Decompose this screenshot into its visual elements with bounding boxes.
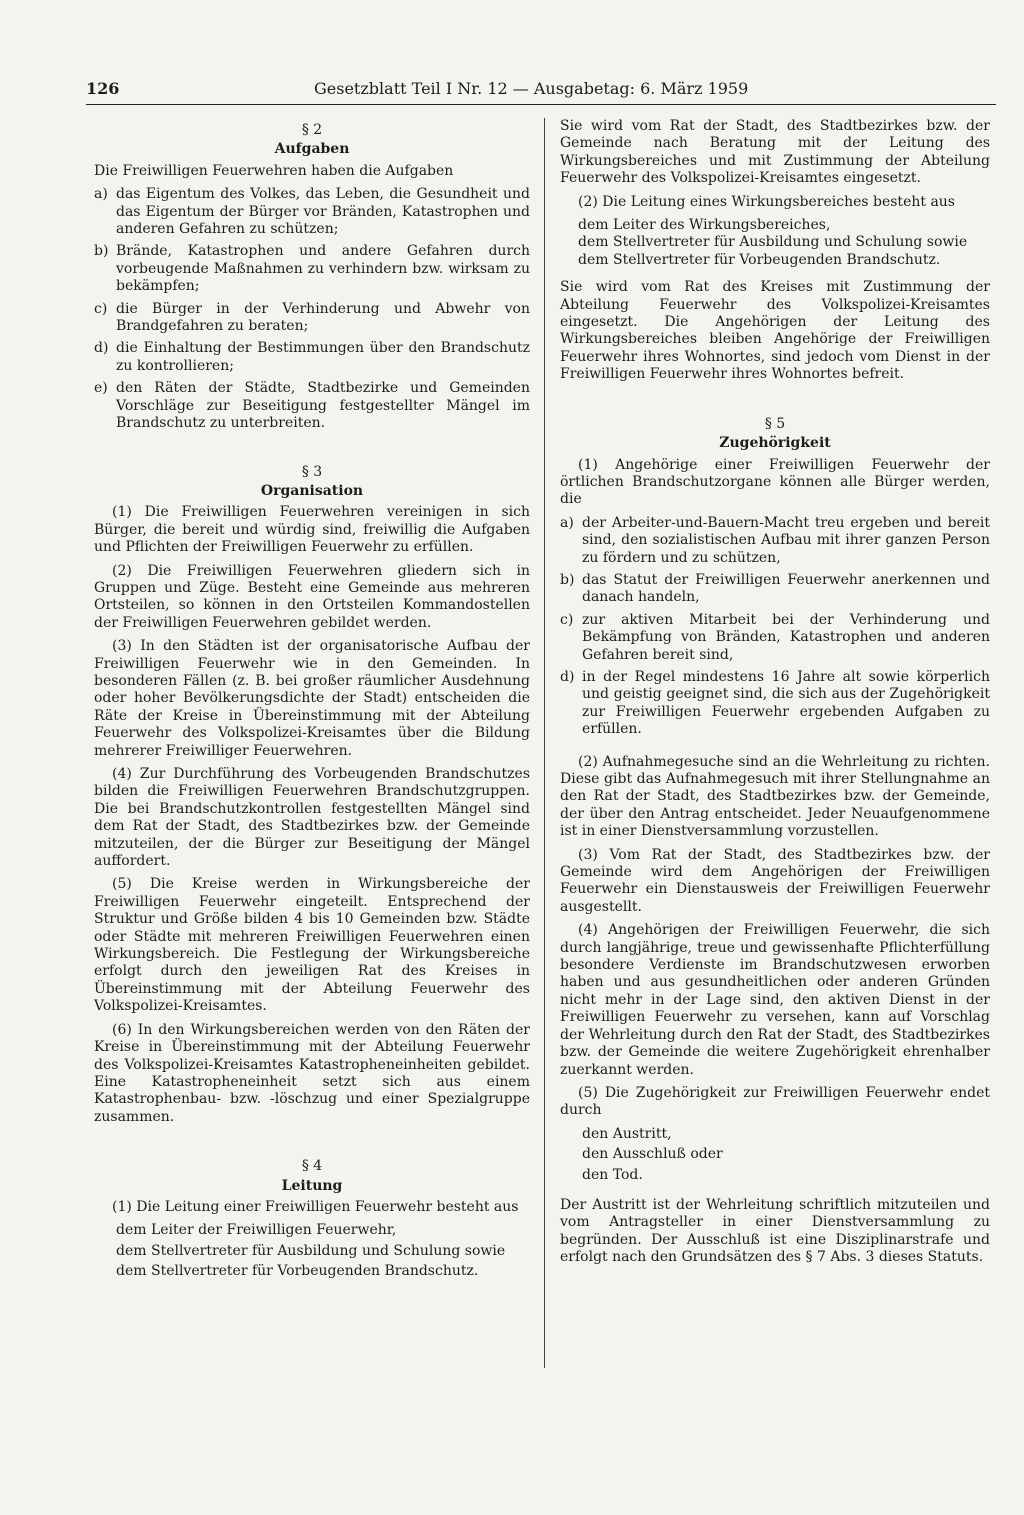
- spacer: [94, 1132, 530, 1154]
- paragraph: (2) Die Leitung eines Wirkungsbereiches besteht aus: [578, 193, 955, 210]
- list-label: b): [560, 571, 575, 588]
- list-label: b): [94, 243, 109, 260]
- list-text: das Statut der Freiwilligen Feuerwehr anerkennen und danach handeln,: [582, 571, 990, 606]
- column-divider: [544, 118, 545, 1368]
- list-text: den Räten der Städte, Stadtbezirke und Gemeinden Vorschläge zur Beseitigung festgestellter Mängel im Brandschutz zu unterbreiten.: [116, 380, 530, 432]
- list-text: zur aktiven Mitarbeit bei der Verhinderung und Bekämpfung von Bränden, Katastrophen und anderen Gefahren bereit sind,: [582, 611, 990, 663]
- sub-line: den Austritt,: [582, 1125, 672, 1142]
- sub-line: dem Leiter des Wirkungsbereiches,: [578, 217, 831, 234]
- spacer: [560, 1187, 990, 1197]
- section-4-title: Leitung: [281, 1177, 343, 1194]
- section-2-intro: Die Freiwilligen Feuerwehren haben die Aufgaben: [94, 162, 454, 179]
- paragraph: Der Austritt ist der Wehrleitung schriftlich mitzuteilen und vom Antragsteller in einer Dienstversammlung zu begründen. Der Ausschluß ist eine Disziplinarstrafe und erfolgt nach den Grundsätzen des § 7 Abs. 3 dieses Statuts.: [560, 1196, 990, 1266]
- spacer: [94, 438, 530, 460]
- paragraph: (1) Die Freiwilligen Feuerwehren vereinigen in sich Bürger, die bereit und würdig sind, freiwillig die Aufgaben und Pflichten der Freiwilligen Feuerwehr zu erfüllen.: [94, 504, 530, 556]
- list-item: [94, 301, 530, 336]
- list-item: [560, 572, 990, 607]
- spacer: [560, 744, 990, 754]
- sub-line: dem Stellvertreter für Ausbildung und Schulung sowie: [116, 1242, 506, 1259]
- sub-line: dem Leiter der Freiwilligen Feuerwehr,: [116, 1222, 397, 1239]
- spacer: [560, 390, 990, 412]
- right-column: [560, 118, 990, 1273]
- list-label: e): [94, 380, 108, 397]
- sub-line: den Ausschluß oder: [582, 1146, 723, 1163]
- sub-line: dem Stellvertreter für Vorbeugenden Brandschutz.: [578, 251, 941, 268]
- page-number: 126: [86, 79, 120, 98]
- paragraph: (4) Zur Durchführung des Vorbeugenden Brandschutzes bilden die Freiwilligen Feuerwehren Brandschutzgruppen. Die bei Brandschutzkontrollen festgestellten Mängel sind dem Rat der Stadt, des Stadtbezirkes bzw. der Gemeinde mitzuteilen, der die Bürger zur Beseitigung der Mängel auffordert.: [94, 766, 530, 870]
- list-text: Brände, Katastrophen und andere Gefahren durch vorbeugende Maßnahmen zu verhindern bzw. wirksam zu bekämpfen;: [116, 243, 530, 295]
- section-2-title: Aufgaben: [274, 141, 350, 158]
- paragraph: Sie wird vom Rat der Stadt, des Stadtbezirkes bzw. der Gemeinde nach Beratung mit der Leitung des Wirkungsbereiches und mit Zustimmung der Abteilung Feuerwehr des Volkspolizei-Kreisamtes eingesetzt.: [560, 118, 990, 187]
- list-label: c): [560, 611, 574, 628]
- list-label: c): [94, 300, 108, 317]
- paragraph: (4) Angehörigen der Freiwilligen Feuerwehr, die sich durch langjährige, treue und gewissenhafte Pflichterfüllung besondere Verdienste im Brandschutzwesen erworben haben und aus gesundheitlichen oder anderen Gründen nicht mehr in der Lage sind, den aktiven Dienst in der Freiwilligen Feuerwehr zu versehen, kann auf Vorschlag der Wehrleitung durch den Rat der Stadt, des Stadtbezirkes bzw. der Gemeinde die weitere Zugehörigkeit ehrenhalber zuerkannt werden.: [560, 922, 990, 1078]
- list-item: [94, 380, 530, 432]
- paragraph: (1) Angehörige einer Freiwilligen Feuerwehr der örtlichen Brandschutzorgane können alle Bürger werden, die: [560, 456, 990, 508]
- list-label: a): [94, 186, 108, 203]
- list-item: [94, 243, 530, 295]
- section-2-number: § 2: [301, 122, 323, 138]
- list-text: in der Regel mindestens 16 Jahre alt sowie körperlich und geistig geeignet sind, die sich aus der Zugehörigkeit zur Freiwilligen Feuerwehr ergebenden Aufgaben zu erfüllen.: [582, 668, 990, 738]
- list-item: [94, 340, 530, 375]
- sub-line: dem Stellvertreter für Ausbildung und Schulung sowie: [578, 234, 968, 251]
- section-3-title: Organisation: [260, 482, 364, 499]
- list-text: die Bürger in der Verhinderung und Abwehr von Brandgefahren zu beraten;: [116, 300, 530, 335]
- section-5-number: § 5: [764, 415, 786, 432]
- list-label: a): [560, 514, 574, 531]
- list-item: [560, 515, 990, 567]
- header-rule: [86, 104, 996, 105]
- list-item: [560, 669, 990, 739]
- sub-line: dem Stellvertreter für Vorbeugenden Brandschutz.: [116, 1263, 479, 1280]
- section-3-number: § 3: [301, 463, 323, 480]
- list-item: [94, 186, 530, 238]
- list-label: d): [94, 340, 109, 357]
- paragraph: (5) Die Zugehörigkeit zur Freiwilligen Feuerwehr endet durch: [560, 1084, 990, 1119]
- list-text: das Eigentum des Volkes, das Leben, die Gesundheit und das Eigentum der Bürger vor Bränden, Katastrophen und anderen Gefahren zu schützen;: [116, 186, 530, 238]
- left-column: [94, 118, 530, 1284]
- paragraph: (3) In den Städten ist der organisatorische Aufbau der Freiwilligen Feuerwehr wie in den Gemeinden. In besonderen Fällen (z. B. bei großer räumlicher Ausdehnung oder hoher Bevölkerungsdichte der Stadt) entscheiden die Räte der Kreise in Übereinstimmung mit der Abteilung Feuerwehr des Volkspolizei-Kreisamtes über die Bildung mehrerer Freiwilliger Feuerwehren.: [94, 638, 530, 759]
- section-4-number: § 4: [301, 1158, 323, 1175]
- gazette-title: Gesetzblatt Teil I Nr. 12 — Ausgabetag: 6. März 1959: [314, 79, 749, 98]
- paragraph: (2) Aufnahmegesuche sind an die Wehrleitung zu richten. Diese gibt das Aufnahmegesuch mit ihrer Stellungnahme an den Rat der Stadt, des Stadtbezirkes bzw. der Gemeinde, der über den Antrag entscheidet. Jeder Neuaufgenommene ist in einer Dienstversammlung vorzustellen.: [560, 753, 990, 840]
- paragraph: (2) Die Freiwilligen Feuerwehren gliedern sich in Gruppen und Züge. Besteht eine Gemeinde aus mehreren Ortsteilen, so können in den Ortsteilen Kommandostellen der Freiwilligen Feuerwehren gebildet werden.: [94, 562, 530, 631]
- list-label: d): [560, 668, 575, 685]
- paragraph: (1) Die Leitung einer Freiwilligen Feuerwehr besteht aus: [112, 1198, 519, 1215]
- paragraph: (6) In den Wirkungsbereichen werden von den Räten der Kreise in Übereinstimmung mit der Abteilung Feuerwehr des Volkspolizei-Kreisamtes Katastropheneinheiten gebildet. Eine Katastropheneinheit setzt sich aus einem Katastrophenbau- bzw. -löschzug und einer Spezialgruppe zusammen.: [94, 1021, 530, 1125]
- list-text: die Einhaltung der Bestimmungen über den Brandschutz zu kontrollieren;: [116, 340, 530, 374]
- paragraph: (3) Vom Rat der Stadt, des Stadtbezirkes bzw. der Gemeinde wird dem Angehörigen der Freiwilligen Feuerwehr ein Dienstausweis der Freiwilligen Feuerwehr ausgestellt.: [560, 846, 990, 915]
- list-item: [560, 612, 990, 664]
- paragraph: (5) Die Kreise werden in Wirkungsbereiche der Freiwilligen Feuerwehr eingeteilt. Entsprechend der Struktur und Größe bilden 4 bis 10 Gemeinden bzw. Städte oder Städte mit mehreren Freiwilligen Feuerwehren einen Wirkungsbereich. Die Festlegung der Wirkungsbereiche erfolgt durch den jeweiligen Rat des Kreises in Übereinstimmung mit der Abteilung Feuerwehr des Volkspolizei-Kreisamtes.: [94, 876, 530, 1015]
- list-text: der Arbeiter-und-Bauern-Macht treu ergeben und bereit sind, den sozialistischen Aufbau mit ihrer ganzen Person zu fördern und zu schützen,: [582, 514, 990, 566]
- spacer: [560, 269, 990, 279]
- sub-line: den Tod.: [582, 1166, 643, 1183]
- paragraph: Sie wird vom Rat des Kreises mit Zustimmung der Abteilung Feuerwehr des Volkspolizei-Kreisamtes eingesetzt. Die Angehörigen der Leitung des Wirkungsbereiches bleiben Angehörige der Freiwilligen Feuerwehr ihres Wohnortes, sind jedoch vom Dienst in der Freiwilligen Feuerwehr ihres Wohnortes befreit.: [560, 279, 990, 383]
- page-header: [86, 78, 996, 102]
- section-5-title: Zugehörigkeit: [719, 435, 831, 452]
